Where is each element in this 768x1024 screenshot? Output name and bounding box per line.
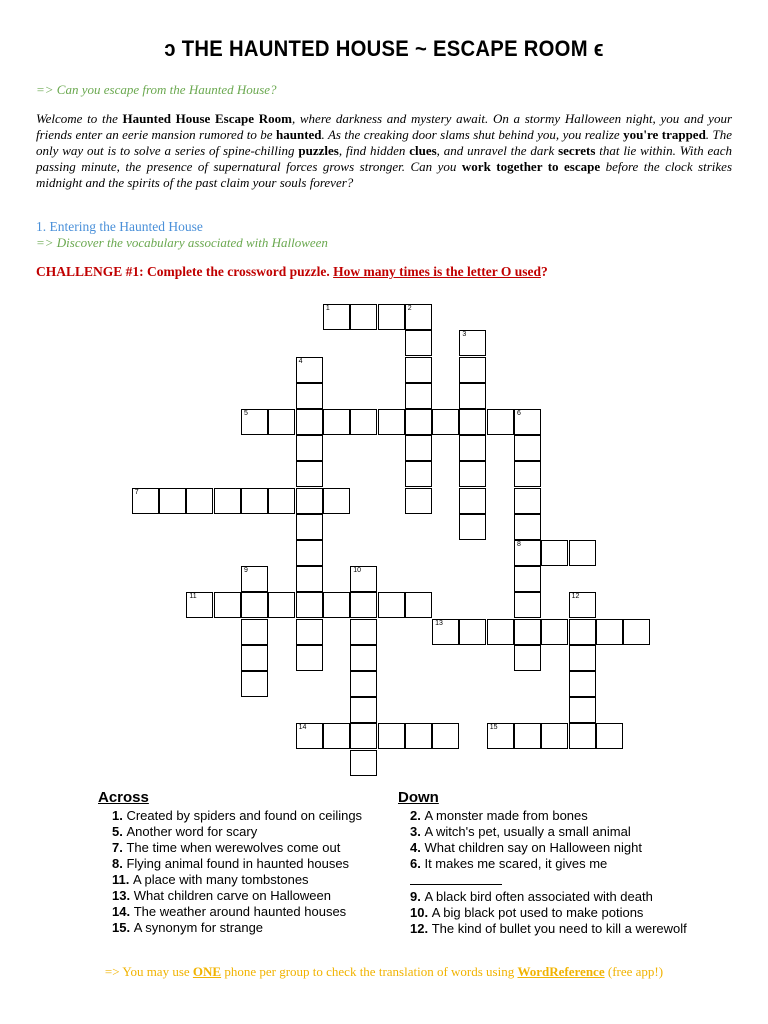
challenge-instruction — [36, 264, 548, 280]
crossword-cell[interactable] — [159, 488, 186, 514]
crossword-cell[interactable] — [459, 357, 486, 383]
crossword-cell[interactable] — [296, 409, 323, 435]
clue-number: 14 — [298, 724, 307, 732]
crossword-cell[interactable] — [569, 697, 596, 723]
clue-item-number: 11. — [112, 872, 133, 887]
crossword-cell[interactable] — [241, 671, 268, 697]
crossword-cell[interactable] — [241, 592, 268, 618]
section-subtitle: => Discover the vocabulary associated with Halloween — [36, 235, 328, 250]
crossword-cell[interactable] — [378, 409, 405, 435]
crossword-cell[interactable] — [623, 619, 650, 645]
clue-item-number: 10. — [410, 905, 432, 920]
crossword-cell[interactable] — [459, 435, 486, 461]
clue-item-text: What children say on Halloween night — [424, 840, 642, 855]
clue-item — [112, 808, 397, 824]
intro-run: puzzles — [298, 143, 339, 158]
clue-item-text: Created by spiders and found on ceilings — [126, 808, 363, 823]
clue-item-number: 1. — [112, 808, 127, 823]
clue-item — [410, 824, 700, 840]
clue-item — [410, 921, 700, 937]
section-heading: 1. Entering the Haunted House — [36, 219, 203, 234]
crossword-cell[interactable] — [514, 723, 541, 749]
crossword-cell[interactable] — [541, 723, 568, 749]
crossword-cell[interactable] — [432, 409, 459, 435]
clue-item — [410, 889, 700, 905]
crossword-cell[interactable] — [350, 697, 377, 723]
intro-run: before the clock strikes midnight and the spirits of the past claim your souls forever? — [36, 159, 733, 190]
crossword-cell[interactable] — [459, 619, 486, 645]
crossword-cell[interactable] — [459, 409, 486, 435]
clue-number: 13 — [435, 619, 443, 627]
footer-app: WordReference — [517, 964, 605, 979]
clue-item-number: 3. — [410, 824, 425, 839]
crossword-cell[interactable] — [514, 619, 541, 645]
crossword-cell[interactable] — [296, 383, 323, 409]
crossword-cell[interactable] — [569, 645, 596, 671]
crossword-cell[interactable] — [323, 723, 350, 749]
clue-item-text: Flying animal found in haunted houses — [126, 856, 350, 871]
clue-item-text: It makes me scared, it gives me — [424, 856, 608, 871]
crossword-cell[interactable] — [350, 671, 377, 697]
crossword-cell[interactable] — [378, 592, 405, 618]
crossword-cell[interactable] — [296, 645, 323, 671]
clue-item-number: 15. — [112, 920, 134, 935]
clue-item-text: Another word for scary — [126, 824, 258, 839]
challenge-prefix: CHALLENGE #1: Complete the crossword puzzle. — [36, 264, 334, 279]
clue-item — [112, 824, 397, 840]
footer-one: ONE — [192, 964, 222, 979]
clue-item-text: A synonym for strange — [133, 920, 264, 935]
across-clues — [112, 808, 397, 936]
crossword-cell[interactable] — [241, 409, 268, 435]
challenge-suffix: ? — [540, 264, 548, 279]
clue-item — [410, 808, 700, 824]
intro-run: work together to escape — [461, 159, 601, 174]
crossword-cell[interactable] — [596, 619, 623, 645]
crossword-cell[interactable] — [186, 592, 213, 618]
clue-number: 2 — [407, 305, 412, 313]
crossword-cell[interactable] — [268, 488, 295, 514]
crossword-cell[interactable] — [596, 723, 623, 749]
clue-item-number: 12. — [410, 921, 432, 936]
crossword-cell[interactable] — [241, 566, 268, 592]
crossword-cell[interactable] — [569, 592, 596, 618]
crossword-cell[interactable] — [459, 383, 486, 409]
intro-subtitle: => Can you escape from the Haunted House? — [36, 82, 277, 97]
intro-run: you're trapped — [623, 127, 706, 142]
clue-item-number: 7. — [112, 840, 127, 855]
clue-item-text: A black bird often associated with death — [424, 889, 653, 904]
crossword-cell[interactable] — [378, 723, 405, 749]
crossword-cell[interactable] — [323, 304, 350, 330]
crossword-cell[interactable] — [350, 645, 377, 671]
clue-item-number: 2. — [410, 808, 425, 823]
crossword-cell[interactable] — [296, 357, 323, 383]
clue-item — [112, 872, 397, 888]
footer-mid: phone per group to check the translation of words using — [221, 964, 518, 979]
clue-item-text: The kind of bullet you need to kill a werewolf — [431, 921, 687, 936]
crossword-cell[interactable] — [405, 383, 432, 409]
clue-item-number: 6. — [410, 856, 425, 871]
crossword-cell[interactable] — [296, 619, 323, 645]
crossword-cell[interactable] — [432, 619, 459, 645]
crossword-cell[interactable] — [405, 330, 432, 356]
clue-item — [112, 888, 397, 904]
intro-run: , find hidden — [338, 143, 410, 158]
clue-item-number: 5. — [112, 824, 127, 839]
intro-paragraph — [36, 111, 732, 191]
crossword-cell[interactable] — [296, 723, 323, 749]
page-title: ↄ THE HAUNTED HOUSE ~ ESCAPE ROOM ϵ — [164, 36, 604, 61]
crossword-cell[interactable] — [405, 357, 432, 383]
crossword-cell[interactable] — [541, 619, 568, 645]
crossword-cell[interactable] — [432, 723, 459, 749]
crossword-cell[interactable] — [241, 619, 268, 645]
crossword-cell[interactable] — [350, 592, 377, 618]
clue-number: 10 — [353, 567, 361, 575]
clue-item-text: A monster made from bones — [424, 808, 588, 823]
intro-run: clues — [409, 143, 437, 158]
clue-number: 15 — [489, 724, 498, 732]
crossword-cell[interactable] — [214, 488, 241, 514]
crossword-cell[interactable] — [514, 488, 541, 514]
crossword-cell[interactable] — [487, 409, 514, 435]
crossword-cell[interactable] — [459, 488, 486, 514]
crossword-cell[interactable] — [487, 619, 514, 645]
clue-number: 5 — [244, 410, 248, 417]
crossword-cell[interactable] — [487, 723, 514, 749]
crossword-cell[interactable] — [296, 514, 323, 540]
crossword-cell[interactable] — [296, 566, 323, 592]
clue-number: 9 — [244, 567, 248, 575]
intro-run: . As the creaking door slams shut behind you, you realize — [321, 127, 624, 142]
crossword-cell[interactable] — [569, 619, 596, 645]
intro-run: that lie within. With each passing minute, the presence of supernatural forces grows stronger. Can you — [36, 143, 732, 174]
clue-item — [112, 840, 397, 856]
crossword-cell[interactable] — [459, 461, 486, 487]
crossword-cell[interactable] — [405, 723, 432, 749]
clue-item-number: 13. — [112, 888, 134, 903]
clue-item-text: The time when werewolves come out — [126, 840, 341, 855]
crossword-cell[interactable] — [296, 488, 323, 514]
clue-item-text: A witch's pet, usually a small animal — [424, 824, 631, 839]
crossword-cell[interactable] — [514, 409, 541, 435]
crossword-cell[interactable] — [405, 461, 432, 487]
crossword-cell[interactable] — [323, 592, 350, 618]
clue-item-text: The weather around haunted houses — [133, 904, 347, 919]
crossword-cell[interactable] — [405, 409, 432, 435]
crossword-cell[interactable] — [214, 592, 241, 618]
crossword-cell[interactable] — [296, 540, 323, 566]
intro-run: Haunted House Escape Room — [122, 111, 292, 126]
clue-number: 4 — [298, 357, 303, 365]
intro-run: haunted — [276, 127, 322, 142]
intro-run: Welcome to the — [36, 111, 123, 126]
crossword-cell[interactable] — [323, 488, 350, 514]
across-heading: Across — [98, 789, 149, 806]
crossword-cell[interactable] — [569, 540, 596, 566]
clue-item — [410, 856, 700, 872]
crossword-cell[interactable] — [405, 488, 432, 514]
clue-number: 8 — [517, 541, 521, 548]
clue-item — [410, 840, 700, 856]
crossword-cell[interactable] — [459, 330, 486, 356]
crossword-cell[interactable] — [350, 566, 377, 592]
crossword-cell[interactable] — [405, 435, 432, 461]
crossword-cell[interactable] — [514, 645, 541, 671]
answer-blank-line — [410, 872, 700, 889]
crossword-cell[interactable] — [514, 566, 541, 592]
crossword-cell[interactable] — [514, 540, 541, 566]
footer-note — [0, 964, 768, 980]
crossword-cell[interactable] — [514, 514, 541, 540]
clue-number: 11 — [189, 593, 197, 601]
crossword-cell[interactable] — [405, 304, 432, 330]
crossword-cell[interactable] — [350, 750, 377, 776]
crossword-cell[interactable] — [132, 488, 159, 514]
crossword-cell[interactable] — [514, 435, 541, 461]
crossword-cell[interactable] — [268, 592, 295, 618]
crossword-cell[interactable] — [378, 304, 405, 330]
clue-item — [410, 905, 700, 921]
clue-number: 3 — [462, 331, 467, 339]
clue-item-number: 4. — [410, 840, 425, 855]
crossword-cell[interactable] — [186, 488, 213, 514]
crossword-cell[interactable] — [350, 723, 377, 749]
clue-item-text: What children carve on Halloween — [133, 888, 331, 903]
crossword-cell[interactable] — [514, 592, 541, 618]
crossword-cell[interactable] — [296, 435, 323, 461]
crossword-cell[interactable] — [268, 409, 295, 435]
crossword-cell[interactable] — [350, 619, 377, 645]
clue-item — [112, 856, 397, 872]
clue-item-text: A big black pot used to make potions — [431, 905, 644, 920]
clue-item — [112, 920, 397, 936]
crossword-cell[interactable] — [459, 514, 486, 540]
intro-run: . The only way out is to solve a series of spine-chilling — [36, 127, 732, 158]
clue-number: 12 — [571, 593, 580, 601]
clue-number: 7 — [134, 488, 139, 496]
clue-item — [112, 904, 397, 920]
clue-item-number: 9. — [410, 889, 425, 904]
crossword-cell[interactable] — [241, 488, 268, 514]
down-clues — [410, 808, 700, 937]
crossword-cell[interactable] — [323, 409, 350, 435]
crossword-cell[interactable] — [296, 592, 323, 618]
crossword-cell[interactable] — [541, 540, 568, 566]
intro-run: secrets — [558, 143, 596, 158]
down-heading: Down — [398, 789, 439, 806]
crossword-cell[interactable] — [296, 461, 323, 487]
clue-number: 6 — [517, 410, 521, 417]
clue-item-number: 8. — [112, 856, 127, 871]
crossword-cell[interactable] — [350, 304, 377, 330]
clue-item-number: 14. — [112, 904, 134, 919]
crossword-cell[interactable] — [241, 645, 268, 671]
crossword-cell[interactable] — [569, 723, 596, 749]
challenge-question: How many times is the letter O used — [333, 264, 541, 279]
crossword-cell[interactable] — [514, 461, 541, 487]
intro-run: , where darkness and mystery await. On a stormy Halloween night, you and your friends enter an eerie mansion rumored to be — [36, 111, 733, 142]
crossword-cell[interactable] — [569, 671, 596, 697]
intro-run: , and unravel the dark — [436, 143, 559, 158]
clue-number: 1 — [325, 305, 330, 313]
footer-pre: => You may use — [104, 964, 193, 979]
footer-post: (free app!) — [604, 964, 664, 979]
clue-item-text: A place with many tombstones — [132, 872, 309, 887]
crossword-cell[interactable] — [405, 592, 432, 618]
crossword-cell[interactable] — [350, 409, 377, 435]
